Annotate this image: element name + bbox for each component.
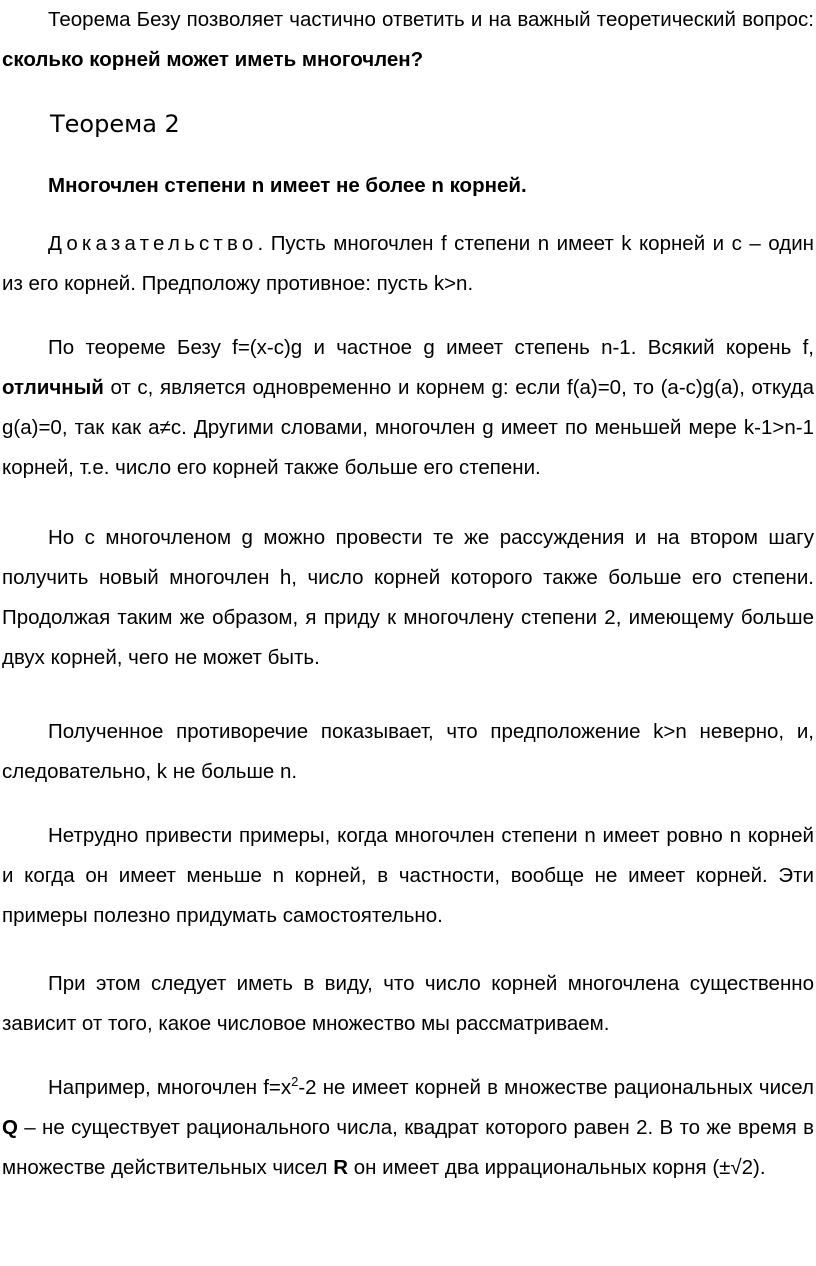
example-text-c: – не существует рационального числа, квадрат которого равен 2. В то же время в множестве действительных чисел (2, 1116, 814, 1179)
example-text-d: он имеет два иррациональных корня (±√2). (348, 1156, 766, 1179)
contradiction-paragraph: Полученное противоречие показывает, что предположение k>n неверно, и, следовательно, k не больше n. (2, 720, 814, 783)
proof-paragraph (2, 224, 814, 304)
theorem-title: Теорема 2 (50, 110, 180, 138)
example-polynomial-paragraph (2, 1068, 814, 1188)
example-text-b: -2 не имеет корней в множестве рациональных чисел (298, 1076, 814, 1099)
bezout-text-a: По теореме Безу f=(x-c)g и частное g имеет степень n-1. Всякий корень f, (48, 336, 814, 359)
bezout-bold-word: отличный (2, 376, 104, 399)
theorem-statement: Многочлен степени n имеет не более n корней. (48, 174, 527, 197)
induction-paragraph: Но с многочленом g можно провести те же рассуждения и на втором шагу получить новый многочлен h, число корней которого также больше его степени. Продолжая таким же образом, я приду к многочлену степени 2, имеющему больше двух корней, чего не может быть. (2, 526, 814, 669)
rationals-symbol: Q (2, 1116, 18, 1139)
proof-text: . Пусть многочлен f степени n имеет k корней и c – один из его корней. Предположу противное: пусть k>n. (2, 232, 814, 295)
example-text-a: Например, многочлен f=x (48, 1076, 292, 1099)
examples-paragraph: Нетрудно привести примеры, когда многочлен степени n имеет ровно n корней и когда он имеет меньше n корней, в частности, вообще не имеет корней. Эти примеры полезно придумать самостоятельно. (2, 824, 814, 927)
example-exponent: 2 (291, 1074, 299, 1090)
intro-text: Теорема Безу позволяет частично ответить и на важный теоретический вопрос: (48, 8, 814, 31)
reals-symbol: R (333, 1156, 348, 1179)
intro-paragraph (2, 0, 814, 80)
proof-label: Доказательство (48, 232, 258, 255)
number-set-paragraph: При этом следует иметь в виду, что число корней многочлена существенно зависит от того, какое числовое множество мы рассматриваем. (2, 972, 814, 1035)
intro-question: сколько корней может иметь многочлен? (2, 48, 424, 71)
bezout-paragraph (2, 328, 814, 488)
bezout-text-b: от c, является одновременно и корнем g: если f(a)=0, то (a-c)g(a), откуда g(a)=0, так как a≠c. Другими словами, многочлен g имеет по меньшей мере k-1>n-1 корней, т.е. число его корней также больше его степени. (2, 376, 814, 479)
